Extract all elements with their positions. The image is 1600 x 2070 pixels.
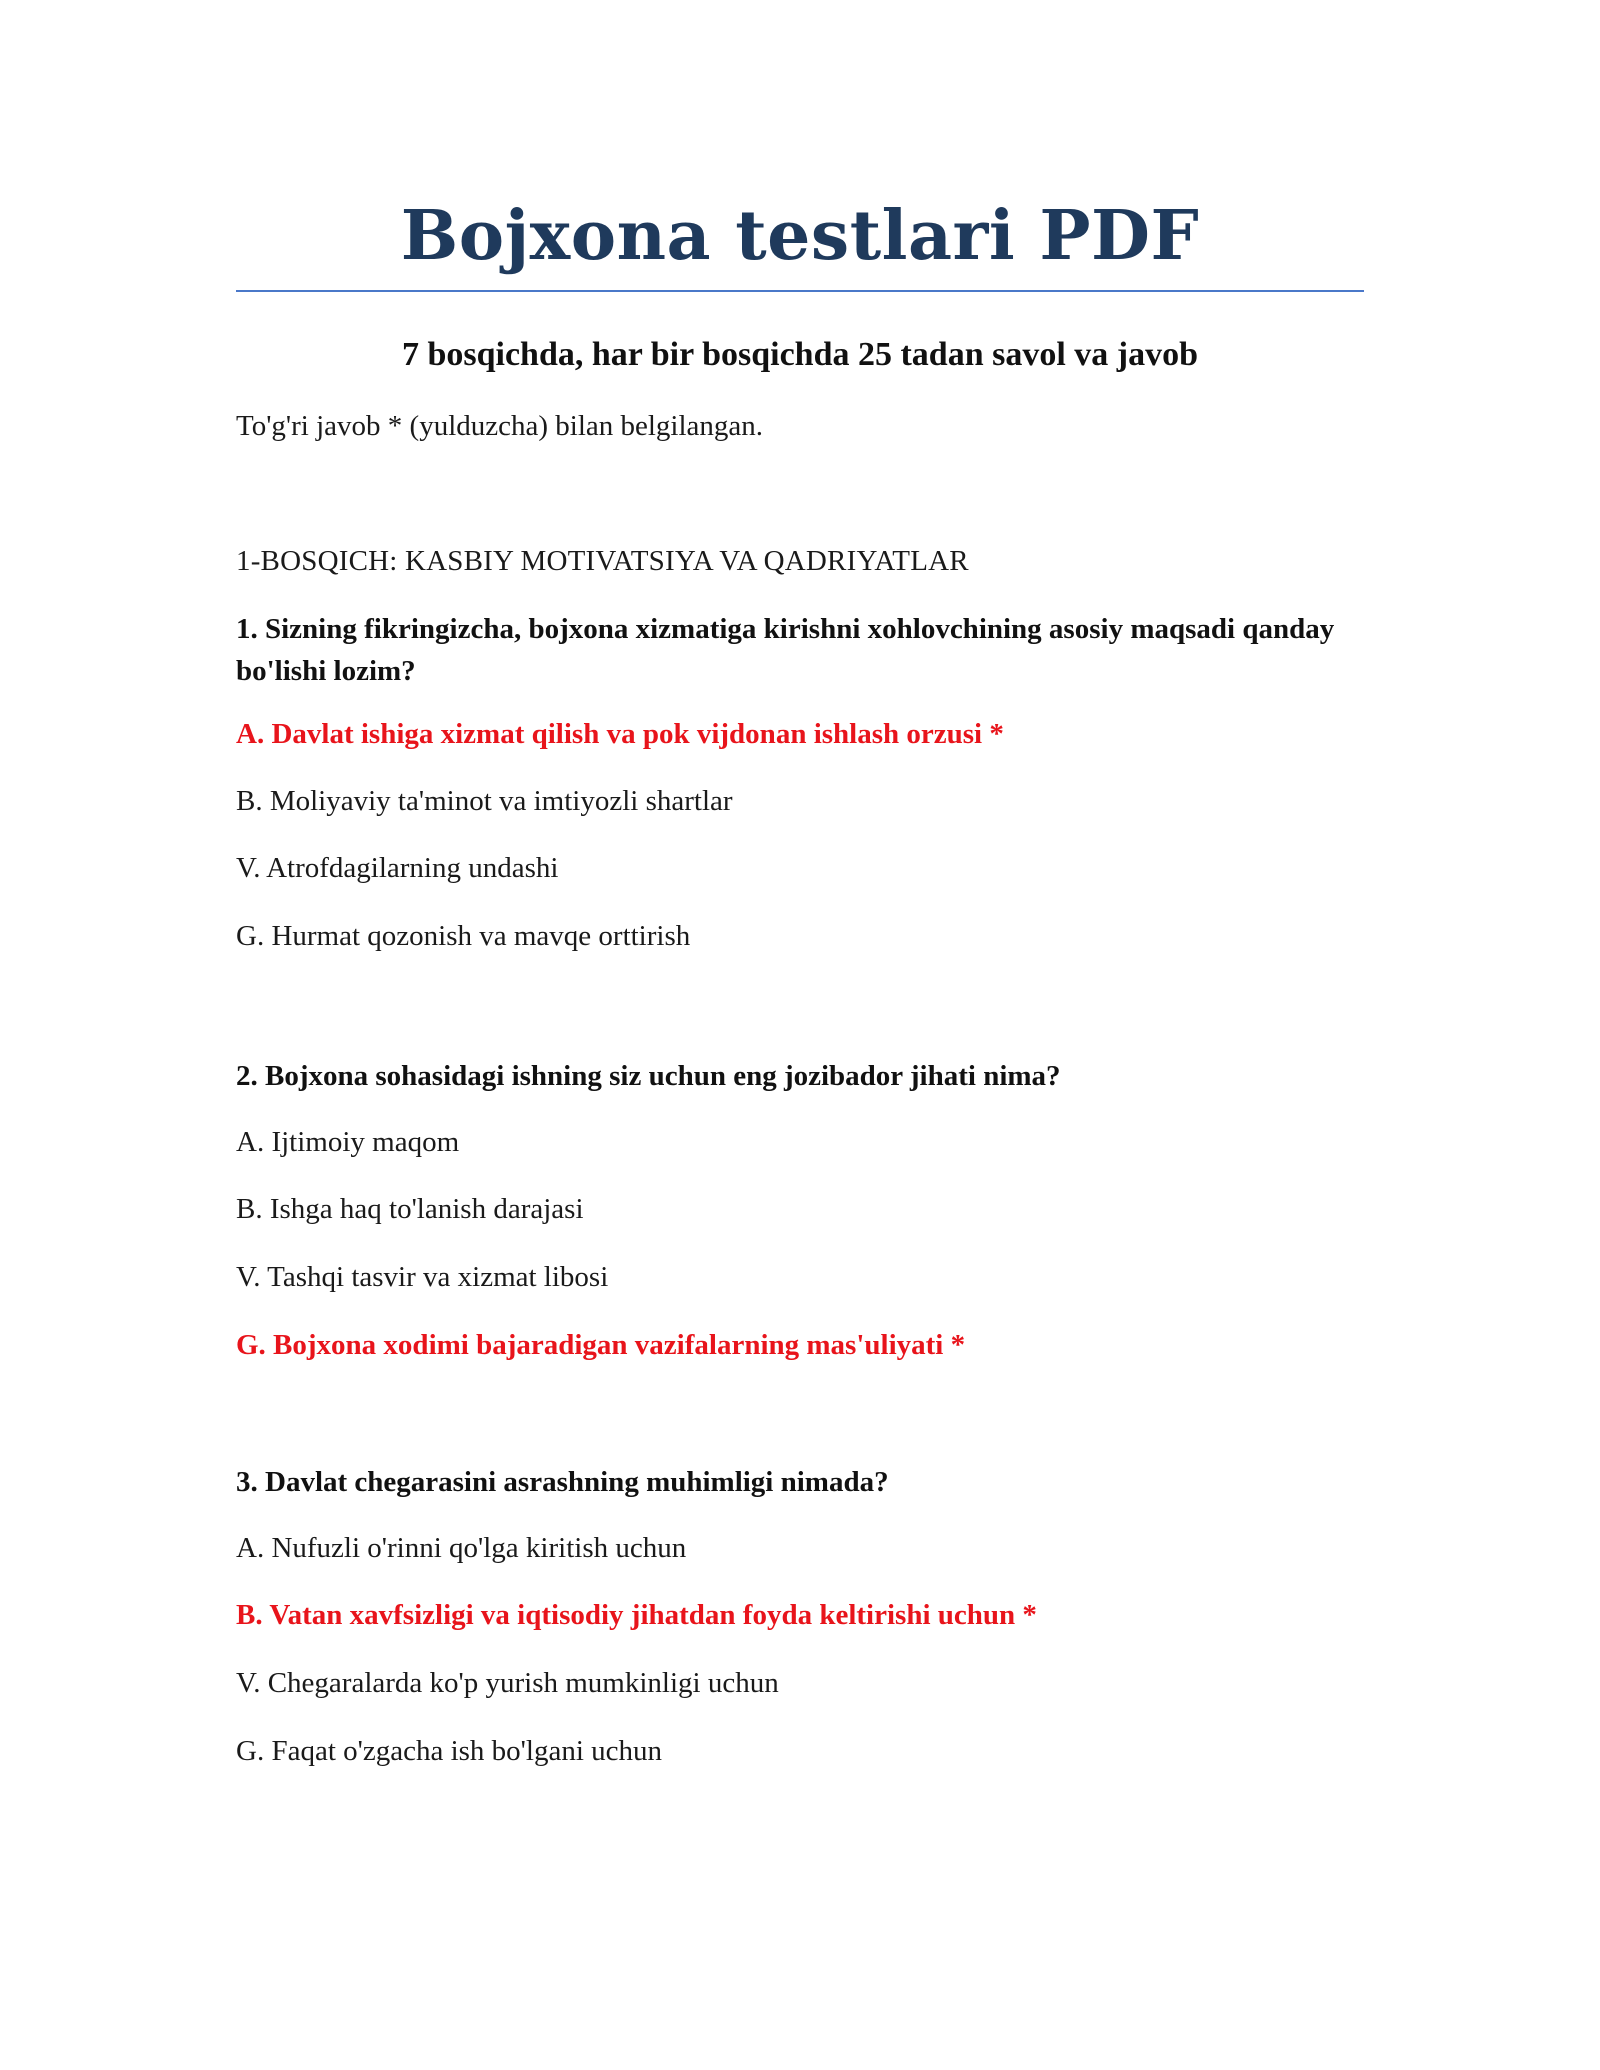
question-text: 3. Davlat chegarasini asrashning muhimligi nimada? [236, 1466, 889, 1498]
document-subtitle: 7 bosqichda, har bir bosqichda 25 tadan savol va javob [401, 336, 1199, 373]
answer-option-a: A. Davlat ishiga xizmat qilish va pok vijdonan ishlash orzusi * [236, 718, 1004, 750]
answer-option-a: A. Ijtimoiy maqom [236, 1126, 460, 1158]
answer-option-v: V. Atrofdagilarning undashi [236, 852, 559, 884]
answer-option-b: B. Ishga haq to'lanish darajasi [236, 1193, 584, 1225]
answer-option-v: V. Tashqi tasvir va xizmat libosi [236, 1261, 609, 1293]
answer-key-note: To'g'ri javob * (yulduzcha) bilan belgilangan. [236, 410, 764, 442]
question-text: 1. Sizning fikringizcha, bojxona xizmatiga kirishni xohlovchining asosiy maqsadi qanday bo'lishi lozim? [236, 613, 1335, 687]
question-text: 2. Bojxona sohasidagi ishning siz uchun eng jozibador jihati nima? [236, 1060, 1061, 1092]
answer-option-v: V. Chegaralarda ko'p yurish mumkinligi uchun [236, 1667, 779, 1699]
answer-option-g: G. Bojxona xodimi bajaradigan vazifalarning mas'uliyati * [236, 1329, 966, 1361]
question-3 [236, 1461, 1364, 1767]
question-1 [236, 608, 1364, 952]
section-title: 1-BOSQICH: KASBIY MOTIVATSIYA VA QADRIYATLAR [236, 545, 969, 577]
answer-option-a: A. Nufuzli o'rinni qo'lga kiritish uchun [236, 1532, 687, 1564]
document-title: Bojxona testlari PDF [400, 196, 1200, 276]
title-divider [236, 290, 1364, 292]
answer-option-b: B. Moliyaviy ta'minot va imtiyozli shartlar [236, 785, 733, 817]
answer-option-b: B. Vatan xavfsizligi va iqtisodiy jihatdan foyda keltirishi uchun * [236, 1599, 1037, 1631]
question-2 [236, 1055, 1364, 1361]
answer-option-g: G. Faqat o'zgacha ish bo'lgani uchun [236, 1735, 663, 1767]
answer-option-g: G. Hurmat qozonish va mavqe orttirish [236, 920, 691, 952]
